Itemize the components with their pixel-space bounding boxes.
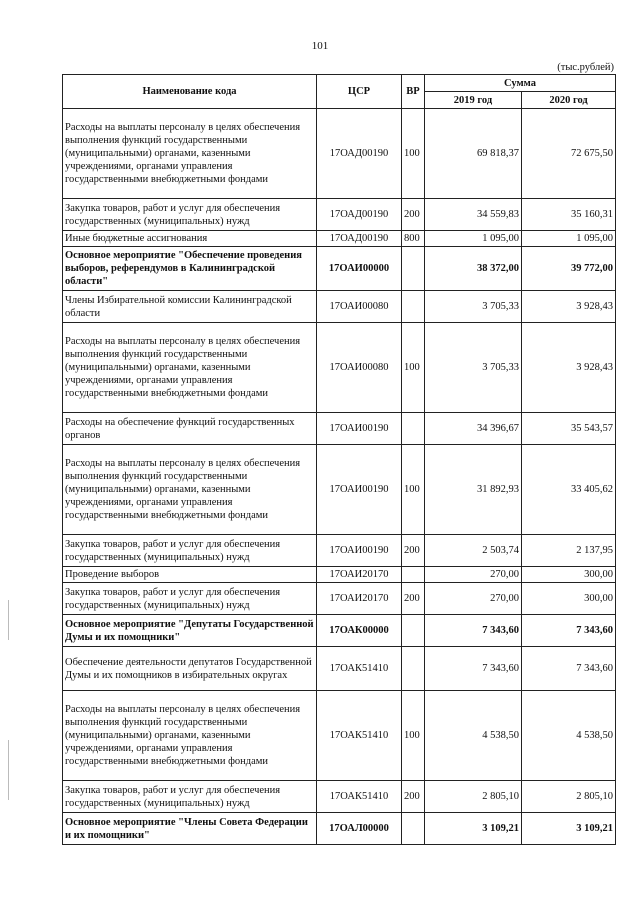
- row-sum-2019: 2 503,74: [425, 535, 522, 567]
- margin-mark: [8, 600, 9, 640]
- header-2020: 2020 год: [522, 92, 616, 109]
- row-sum-2020: 2 805,10: [522, 781, 616, 813]
- header-row-top: [63, 75, 616, 92]
- table-row: [63, 535, 616, 567]
- header-csr: ЦСР: [317, 75, 402, 109]
- row-csr: 17ОАИ20170: [317, 567, 402, 583]
- row-sum-2019: 38 372,00: [425, 247, 522, 291]
- row-sum-2019: 4 538,50: [425, 691, 522, 781]
- table-row: [63, 583, 616, 615]
- row-name: Основное мероприятие "Депутаты Государственной Думы и их помощники": [63, 615, 317, 647]
- row-csr: 17ОАК51410: [317, 781, 402, 813]
- row-csr: 17ОАИ00080: [317, 291, 402, 323]
- row-sum-2019: 1 095,00: [425, 231, 522, 247]
- table-row: [63, 413, 616, 445]
- row-sum-2019: 3 109,21: [425, 813, 522, 845]
- row-csr: 17ОАД00190: [317, 231, 402, 247]
- row-csr: 17ОАК00000: [317, 615, 402, 647]
- row-vr: 100: [402, 323, 425, 413]
- row-name: Расходы на выплаты персоналу в целях обеспечения выполнения функций государственными (муниципальными) органами, казенными учреждениями, органами управления государственными внебюджетными фондами: [63, 109, 317, 199]
- row-vr: [402, 567, 425, 583]
- units-label: (тыс.рублей): [557, 62, 614, 73]
- row-sum-2019: 2 805,10: [425, 781, 522, 813]
- row-sum-2019: 31 892,93: [425, 445, 522, 535]
- row-name: Закупка товаров, работ и услуг для обеспечения государственных (муниципальных) нужд: [63, 535, 317, 567]
- row-vr: [402, 647, 425, 691]
- row-name: Члены Избирательной комиссии Калининградской области: [63, 291, 317, 323]
- row-vr: [402, 291, 425, 323]
- row-sum-2020: 3 928,43: [522, 291, 616, 323]
- row-vr: [402, 615, 425, 647]
- row-sum-2020: 1 095,00: [522, 231, 616, 247]
- row-sum-2020: 72 675,50: [522, 109, 616, 199]
- header-2019: 2019 год: [425, 92, 522, 109]
- row-sum-2020: 35 160,31: [522, 199, 616, 231]
- table-row: [63, 567, 616, 583]
- row-sum-2019: 7 343,60: [425, 647, 522, 691]
- table-row: [63, 691, 616, 781]
- table-row: [63, 647, 616, 691]
- row-csr: 17ОАИ00080: [317, 323, 402, 413]
- table-body: [63, 109, 616, 845]
- row-name: Проведение выборов: [63, 567, 317, 583]
- row-vr: 100: [402, 445, 425, 535]
- row-csr: 17ОАИ00190: [317, 445, 402, 535]
- row-sum-2019: 3 705,33: [425, 291, 522, 323]
- row-vr: [402, 813, 425, 845]
- table-row: [63, 231, 616, 247]
- row-vr: [402, 247, 425, 291]
- row-name: Расходы на выплаты персоналу в целях обеспечения выполнения функций государственными (муниципальными) органами, казенными учреждениями, органами управления государственными внебюджетными фондами: [63, 323, 317, 413]
- row-vr: 200: [402, 583, 425, 615]
- row-sum-2020: 3 109,21: [522, 813, 616, 845]
- row-vr: 200: [402, 535, 425, 567]
- row-sum-2020: 7 343,60: [522, 647, 616, 691]
- row-csr: 17ОАД00190: [317, 109, 402, 199]
- row-sum-2020: 33 405,62: [522, 445, 616, 535]
- header-name: Наименование кода: [63, 75, 317, 109]
- table-row: [63, 109, 616, 199]
- margin-mark: [8, 740, 9, 800]
- row-name: Закупка товаров, работ и услуг для обеспечения государственных (муниципальных) нужд: [63, 199, 317, 231]
- row-name: Закупка товаров, работ и услуг для обеспечения государственных (муниципальных) нужд: [63, 583, 317, 615]
- row-vr: 200: [402, 199, 425, 231]
- row-sum-2020: 300,00: [522, 567, 616, 583]
- table-row: [63, 199, 616, 231]
- row-name: Основное мероприятие "Обеспечение проведения выборов, референдумов в Калининградской области": [63, 247, 317, 291]
- table-row: [63, 813, 616, 845]
- table-row: [63, 615, 616, 647]
- row-csr: 17ОАК51410: [317, 647, 402, 691]
- row-csr: 17ОАИ00190: [317, 535, 402, 567]
- row-csr: 17ОАИ20170: [317, 583, 402, 615]
- row-sum-2020: 4 538,50: [522, 691, 616, 781]
- table-row: [63, 291, 616, 323]
- table-row: [63, 445, 616, 535]
- row-name: Обеспечение деятельности депутатов Государственной Думы и их помощников в избирательных округах: [63, 647, 317, 691]
- table-row: [63, 781, 616, 813]
- row-name: Расходы на выплаты персоналу в целях обеспечения выполнения функций государственными (муниципальными) органами, казенными учреждениями, органами управления государственными внебюджетными фондами: [63, 691, 317, 781]
- header-sum: Сумма: [425, 75, 616, 92]
- table-row: [63, 247, 616, 291]
- row-name: Иные бюджетные ассигнования: [63, 231, 317, 247]
- row-vr: 200: [402, 781, 425, 813]
- row-name: Расходы на обеспечение функций государственных органов: [63, 413, 317, 445]
- table-row: [63, 323, 616, 413]
- row-csr: 17ОАИ00190: [317, 413, 402, 445]
- header-vr: ВР: [402, 75, 425, 109]
- row-sum-2019: 7 343,60: [425, 615, 522, 647]
- row-sum-2020: 2 137,95: [522, 535, 616, 567]
- row-sum-2019: 34 559,83: [425, 199, 522, 231]
- row-sum-2019: 270,00: [425, 567, 522, 583]
- budget-table: [62, 74, 616, 845]
- row-sum-2020: 35 543,57: [522, 413, 616, 445]
- row-name: Расходы на выплаты персоналу в целях обеспечения выполнения функций государственными (муниципальными) органами, казенными учреждениями, органами управления государственными внебюджетными фондами: [63, 445, 317, 535]
- row-name: Основное мероприятие "Члены Совета Федерации и их помощники": [63, 813, 317, 845]
- row-vr: 800: [402, 231, 425, 247]
- row-sum-2019: 270,00: [425, 583, 522, 615]
- row-name: Закупка товаров, работ и услуг для обеспечения государственных (муниципальных) нужд: [63, 781, 317, 813]
- row-sum-2020: 300,00: [522, 583, 616, 615]
- page-number: 101: [311, 40, 329, 52]
- row-sum-2019: 34 396,67: [425, 413, 522, 445]
- row-vr: 100: [402, 109, 425, 199]
- row-csr: 17ОАК51410: [317, 691, 402, 781]
- row-sum-2020: 3 928,43: [522, 323, 616, 413]
- row-csr: 17ОАИ00000: [317, 247, 402, 291]
- row-csr: 17ОАД00190: [317, 199, 402, 231]
- row-csr: 17ОАЛ00000: [317, 813, 402, 845]
- row-sum-2019: 3 705,33: [425, 323, 522, 413]
- row-sum-2019: 69 818,37: [425, 109, 522, 199]
- row-vr: [402, 413, 425, 445]
- row-sum-2020: 39 772,00: [522, 247, 616, 291]
- row-vr: 100: [402, 691, 425, 781]
- row-sum-2020: 7 343,60: [522, 615, 616, 647]
